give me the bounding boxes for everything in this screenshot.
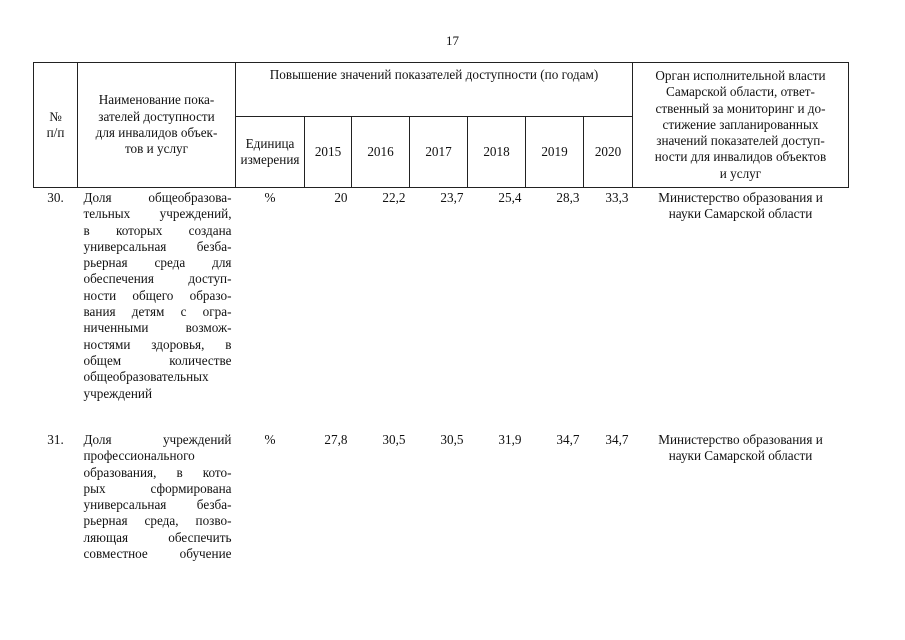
- header-responsible-authority: Орган исполнительной власти Самарской области, ответ- ственный за мониторинг и до- стижение запланированных значений показателей доступ- ности для инвалидов объектов и услуг: [633, 63, 849, 188]
- value-2019: 34,7: [556, 432, 580, 447]
- indicator-name-line: вания детям с огра-: [83, 304, 232, 320]
- value-2015: 27,8: [324, 432, 348, 447]
- row-number: 31.: [47, 432, 64, 447]
- value-2015: 20: [334, 190, 348, 205]
- value-2019: 28,3: [556, 190, 580, 205]
- header-indicator-name: Наименование пока- зателей доступности для инвалидов объек- тов и услуг: [78, 63, 236, 188]
- indicator-name-line: рьерная среда, позво-: [83, 513, 232, 529]
- indicator-name: [78, 188, 236, 415]
- indicator-name-line: ностями здоровья, в: [83, 336, 232, 352]
- indicator-name-line: общеобразовательных: [83, 369, 209, 385]
- header-year-2016: 2016: [352, 117, 410, 188]
- value-2017: 23,7: [440, 190, 464, 205]
- responsible-authority: Министерство образования и науки Самарской области: [658, 190, 823, 222]
- indicator-name-line: образования, в кото-: [83, 464, 232, 480]
- header-unit: Единица измерения: [236, 117, 305, 188]
- unit-cell: %: [264, 432, 276, 447]
- indicator-name-line: учреждений: [83, 385, 153, 401]
- header-year-2020: 2020: [584, 117, 633, 188]
- header-year-2015: 2015: [305, 117, 352, 188]
- header-year-2018: 2018: [468, 117, 526, 188]
- indicator-name-line: ности общего образо-: [83, 287, 232, 303]
- header-year-2017: 2017: [410, 117, 468, 188]
- indicator-name-line: Доля общеобразова-: [83, 190, 232, 205]
- row-number: 30.: [47, 190, 64, 205]
- indicator-name-line: универсальная безба-: [83, 497, 232, 513]
- indicator-name-line: Доля учреждений: [83, 432, 232, 447]
- accessibility-indicators-table: [33, 62, 849, 562]
- header-year-2019: 2019: [526, 117, 584, 188]
- header-increase-group: Повышение значений показателей доступности (по годам): [236, 63, 633, 117]
- table-row: [34, 188, 849, 415]
- value-2017: 30,5: [440, 432, 464, 447]
- value-2020: 34,7: [605, 432, 629, 447]
- indicator-name-line: ляющая обеспечить: [83, 529, 232, 545]
- page-number: 17: [446, 33, 459, 48]
- indicator-name-line: тельных учреждений,: [83, 206, 232, 222]
- indicator-name-line: в которых создана: [83, 222, 232, 238]
- value-2016: 30,5: [382, 432, 406, 447]
- indicator-name-line: универсальная безба-: [83, 238, 232, 254]
- value-2020: 33,3: [605, 190, 629, 205]
- header-number: № п/п: [34, 63, 78, 188]
- value-2016: 22,2: [382, 190, 406, 205]
- unit-cell: %: [264, 190, 276, 205]
- value-2018: 31,9: [498, 432, 522, 447]
- indicator-name-line: профессионального: [83, 448, 195, 464]
- indicator-name-line: общем количестве: [83, 352, 232, 368]
- responsible-authority: Министерство образования и науки Самарской области: [658, 432, 823, 464]
- indicator-name-line: рьерная среда для: [83, 255, 232, 271]
- indicator-name-line: обеспечения доступ-: [83, 271, 232, 287]
- indicator-name-line: совместное обучение: [83, 546, 232, 562]
- table-row: [34, 414, 849, 562]
- indicator-name-line: рых сформирована: [83, 480, 232, 496]
- indicator-name-line: ниченными возмож-: [83, 320, 232, 336]
- indicator-name: [78, 414, 236, 562]
- value-2018: 25,4: [498, 190, 522, 205]
